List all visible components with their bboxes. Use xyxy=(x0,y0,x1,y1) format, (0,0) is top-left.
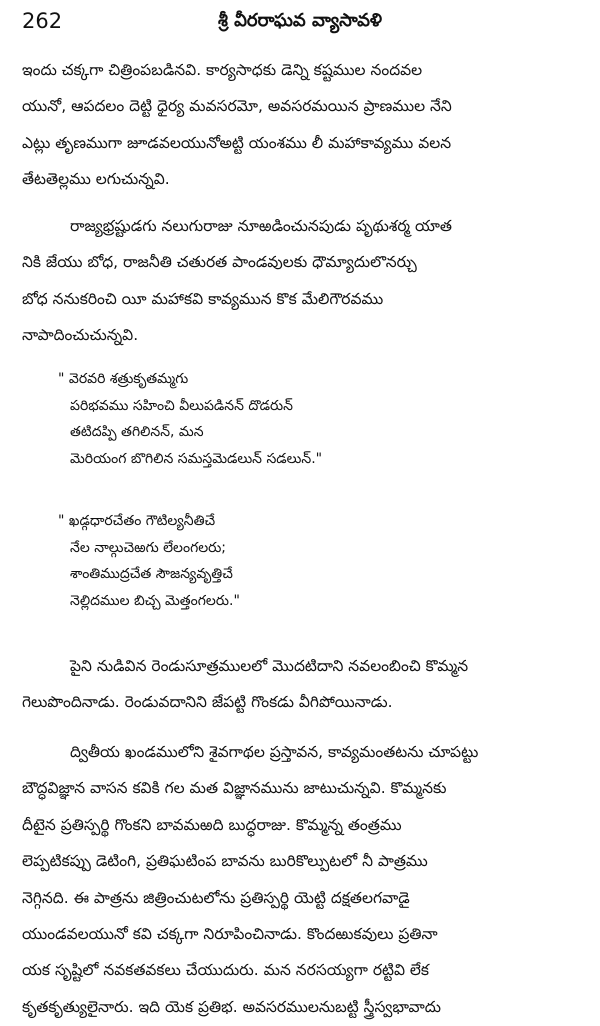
paragraph-1 xyxy=(22,52,586,198)
text-line: కృతకృత్యులైనారు. ఇది యెక ప్రతిభ. అవసరములనుబట్టి స్త్రీస్వభావాదు xyxy=(22,997,441,1016)
text-line: పైని నుడివిన రెండుసూత్రములలో మొదటిదాని నవలంబించి కొమ్మన xyxy=(70,657,469,675)
verse-line: " వెరవరి శత్రుకృతమ్మగు xyxy=(58,371,189,387)
paragraph-4 xyxy=(22,734,586,1025)
verse-line: శాంతిముద్రచేత సౌజన్యవృత్తిచే xyxy=(70,566,233,582)
page-number: 262 xyxy=(22,9,63,33)
text-line: ద్వితీయ ఖండములోని శైవగాథల ప్రస్తావన, కావ్యమంతటను చూపట్టు xyxy=(70,743,479,761)
text-line: గెలుపొందినాడు. రెండువదానిని జేపట్టి గొంకడు వీగిపోయినాడు. xyxy=(22,693,393,712)
text-line: యక సృష్టిలో నవకతవకలు చేయుదురు. మన నరసయ్యగా రట్టివి లేక xyxy=(22,961,430,980)
text-line: యుండవలయునో కవి చక్కగా నిరూపించినాడు. కొందఱుకవులు ప్రతినా xyxy=(22,924,438,943)
text-line: నికి జేయు బోధ, రాజనీతి చతురత పాండవులకు ధౌమ్యాదులొనర్చు xyxy=(22,253,417,272)
text-line: ఇందు చక్కగా చిత్రింపబడినవి. కార్యసాధకు డెన్ని కష్టముల నందవల xyxy=(22,61,423,79)
paragraph-2 xyxy=(22,208,586,354)
verse-line: " ఖడ్గధారచేతం గౌటిల్యనీతిచే xyxy=(58,513,216,529)
verse-2 xyxy=(58,508,240,614)
text-line: రాజ్యభ్రష్టుడగు నలుగురాజు నూఱడించునపుడు పృథుశర్మ యాత xyxy=(70,217,452,235)
text-line: ఎట్లు తృణముగా జూడవలయునోఅట్టి యంశము లీ మహాకావ్యము వలన xyxy=(22,133,452,152)
text-line: బోధ ననుకరించి యీ మహాకవి కావ్యమున కొక మేలిగౌరవము xyxy=(22,289,384,308)
verse-line: నెల్లిదముల బిచ్చ మెత్తంగలరు." xyxy=(70,592,240,609)
text-line: బౌద్ధవిజ్ఞాన వాసన కవికి గల మత విజ్ఞానమును జాటుచున్నవి. కొమ్మనకు xyxy=(22,779,447,798)
text-line: దీటైన ప్రతిస్పర్థి గొంకని బావమఱది బుద్ధరాజు. కొమ్మన్న తంత్రము xyxy=(22,815,402,834)
paragraph-3 xyxy=(22,648,586,721)
verse-1 xyxy=(58,366,322,472)
verse-line: తటిదప్పి తగిలినన్, మన xyxy=(70,424,204,440)
running-title: శ్రీ వీరరాఘవ వ్యాసావళి xyxy=(217,10,383,31)
verse-line: మెరియంగ బొగిలిన సమస్తమెడలున్ సడలున్." xyxy=(70,450,323,467)
verse-line: పరిభవము సహించి వీలుపడినన్ దొడరున్ xyxy=(70,397,293,414)
text-line: యునో, ఆపదలం దెట్టి ధైర్య మవసరమో, అవసరమయిన ప్రాణముల నేని xyxy=(22,97,452,116)
verse-line: నేల నాల్గుచెఱగు లేలంగలరు; xyxy=(70,539,227,556)
text-line: నాపాదించుచున్నవి. xyxy=(22,326,139,345)
text-line: నెగ్గినది. ఈ పాత్రను జిత్రించుటలోను ప్రతిస్పర్థి యెట్టి దక్షతలగవాడై xyxy=(22,888,410,907)
text-line: తేటతెల్లము లగుచున్నవి. xyxy=(22,170,170,189)
text-line: లెప్పటికప్పు డెటింగి, ప్రతిఘటింప బావను బురికొల్పుటలో నీ పాత్రము xyxy=(22,852,428,871)
page-header xyxy=(22,6,578,36)
